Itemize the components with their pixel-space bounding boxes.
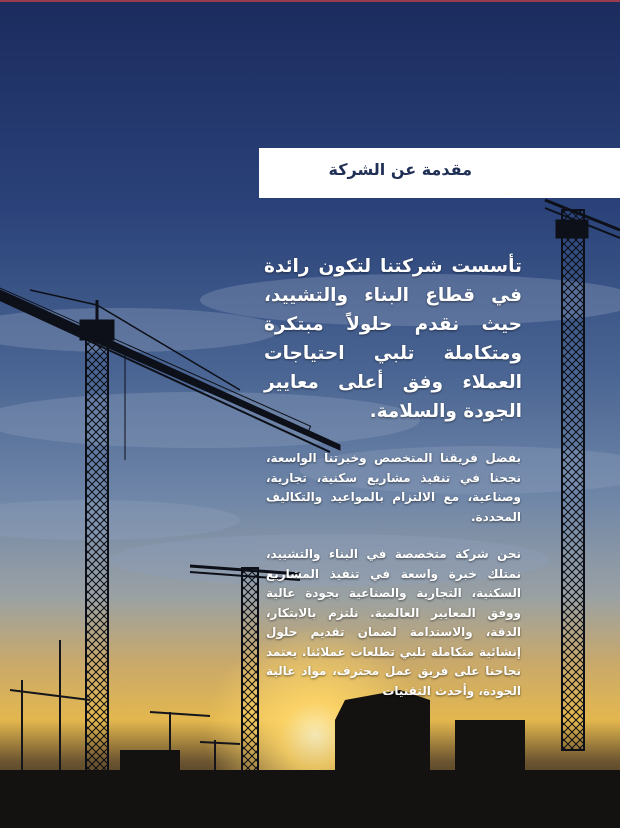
section-title: مقدمة عن الشركة — [328, 160, 472, 179]
intro-paragraph-2: نحن شركة متخصصة في البناء والتشييد، نمتلك خبرة واسعة في تنفيذ المشاريع السكنية، التجارية والصناعية بجودة عالية ووفق المعايير العالمية. نلتزم بالابتكار، الدقة، والاستدامة لضمان تقديم حلول إنشائية متكاملة تلبي تطلعات عملائنا. يعتمد نجاحنا على فريق عمل محترف، مواد عالية الجودة، وأحدث التقنيات — [266, 547, 521, 698]
section-title-bar — [259, 148, 620, 198]
intro-lead-paragraph: تأسست شركتنا لتكون رائدة في قطاع البناء والتشييد، حيث نقدم حلولاً مبتكرة ومتكاملة تلبي احتياجات العملاء وفق أعلى معايير الجودة والسلامة. — [264, 256, 522, 422]
intro-paragraph-1: بفضل فريقنا المتخصص وخبرتنا الواسعة، نجحنا في تنفيذ مشاريع سكنية، تجارية، وصناعية، مع الالتزام بالمواعيد والتكاليف المحددة. — [266, 451, 521, 524]
top-accent-line — [0, 0, 620, 2]
